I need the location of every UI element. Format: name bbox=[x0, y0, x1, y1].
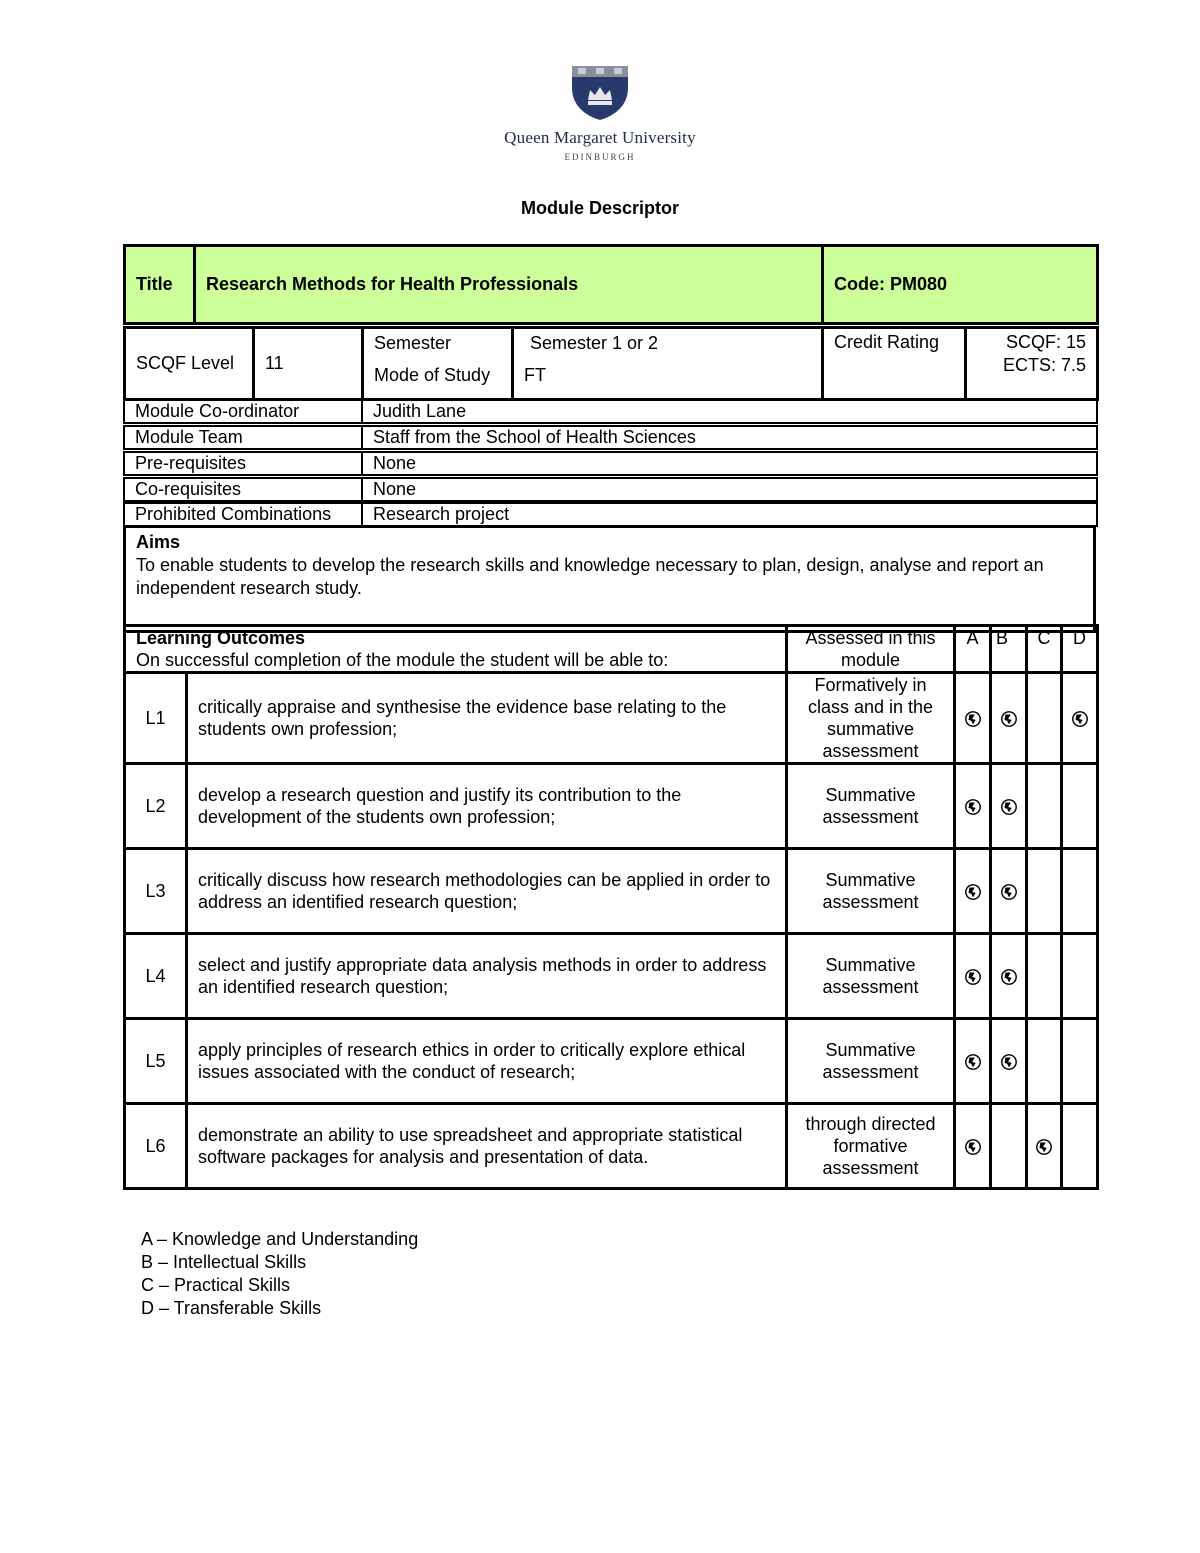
learning-outcome-row bbox=[125, 1104, 1098, 1189]
detail-row-prohibited bbox=[123, 502, 1098, 527]
outcome-mark-b bbox=[991, 764, 1027, 849]
outcome-mark-c bbox=[1027, 934, 1062, 1019]
detail-row-corequisites bbox=[123, 477, 1098, 502]
outcome-mark-c bbox=[1027, 764, 1062, 849]
title-table bbox=[123, 244, 1099, 325]
column-a-header: A bbox=[955, 626, 991, 673]
outcome-text: develop a research question and justify its contribution to the development of the students own profession; bbox=[187, 764, 787, 849]
prohibited-value: Research project bbox=[362, 503, 1097, 526]
outcome-mark-d bbox=[1062, 934, 1098, 1019]
title-label: Title bbox=[125, 246, 195, 324]
aims-table bbox=[123, 525, 1096, 633]
outcome-mark-b bbox=[991, 849, 1027, 934]
column-d-header: D bbox=[1062, 626, 1098, 673]
module-code: Code: PM080 bbox=[823, 246, 1098, 324]
skill-check-icon bbox=[964, 966, 982, 986]
skill-check-icon bbox=[1071, 708, 1089, 728]
outcome-mark-c bbox=[1027, 849, 1062, 934]
scqf-table bbox=[123, 326, 1099, 401]
credit-scqf: SCQF: 15 bbox=[1005, 332, 1086, 352]
outcome-mark-a bbox=[955, 1104, 991, 1189]
outcome-mark-d bbox=[1062, 1104, 1098, 1189]
team-value: Staff from the School of Health Sciences bbox=[362, 426, 1097, 449]
outcome-mark-b bbox=[991, 673, 1027, 764]
outcome-mark-d bbox=[1062, 849, 1098, 934]
semester-label: Semester bbox=[374, 333, 452, 353]
skill-check-icon bbox=[964, 1051, 982, 1071]
outcome-mark-d bbox=[1062, 673, 1098, 764]
aims-label: Aims bbox=[136, 532, 181, 552]
university-name: Queen Margaret University bbox=[504, 128, 696, 147]
outcome-id: L5 bbox=[125, 1019, 187, 1104]
mode-label: Mode of Study bbox=[374, 365, 491, 385]
outcome-assessment: Summative assessment bbox=[787, 934, 955, 1019]
outcome-id: L3 bbox=[125, 849, 187, 934]
skill-check-icon bbox=[1035, 1136, 1053, 1156]
credit-ects: ECTS: 7.5 bbox=[1002, 355, 1086, 375]
outcome-mark-d bbox=[1062, 1019, 1098, 1104]
outcome-mark-a bbox=[955, 1019, 991, 1104]
detail-row-coordinator bbox=[123, 399, 1098, 424]
learning-outcomes-intro: On successful completion of the module the student will be able to: bbox=[136, 650, 669, 670]
outcome-id: L4 bbox=[125, 934, 187, 1019]
column-c-header: C bbox=[1027, 626, 1062, 673]
team-label: Module Team bbox=[124, 426, 362, 449]
outcome-id: L6 bbox=[125, 1104, 187, 1189]
university-city: EDINBURGH bbox=[564, 152, 636, 162]
mode-value: FT bbox=[524, 365, 546, 385]
outcome-mark-b bbox=[991, 1019, 1027, 1104]
skill-check-icon bbox=[964, 881, 982, 901]
legend-item-d: D – Transferable Skills bbox=[141, 1298, 322, 1318]
outcome-mark-b bbox=[991, 1104, 1027, 1189]
outcome-text: critically appraise and synthesise the evidence base relating to the students own profession; bbox=[187, 673, 787, 764]
skill-check-icon bbox=[964, 1136, 982, 1156]
legend-item-a: A – Knowledge and Understanding bbox=[141, 1229, 419, 1249]
outcome-mark-b bbox=[991, 934, 1027, 1019]
outcome-assessment: Summative assessment bbox=[787, 1019, 955, 1104]
university-logo bbox=[500, 62, 700, 182]
prohibited-label: Prohibited Combinations bbox=[124, 503, 362, 526]
corequisites-value: None bbox=[362, 478, 1097, 501]
outcome-id: L2 bbox=[125, 764, 187, 849]
outcome-mark-a bbox=[955, 673, 991, 764]
outcome-mark-c bbox=[1027, 1104, 1062, 1189]
outcome-assessment: Formatively in class and in the summative assessment bbox=[787, 673, 955, 764]
outcome-assessment: Summative assessment bbox=[787, 849, 955, 934]
learning-outcome-row bbox=[125, 673, 1098, 764]
outcome-id: L1 bbox=[125, 673, 187, 764]
assessed-header: Assessed in this module bbox=[787, 626, 955, 673]
skill-check-icon bbox=[964, 708, 982, 728]
learning-outcomes-label: Learning Outcomes bbox=[136, 628, 306, 648]
detail-row-prerequisites bbox=[123, 451, 1098, 476]
learning-outcome-row bbox=[125, 849, 1098, 934]
outcome-mark-a bbox=[955, 934, 991, 1019]
aims-text: To enable students to develop the research skills and knowledge necessary to plan, design, analyse and report an independent research study. bbox=[136, 555, 1044, 598]
credit-label: Credit Rating bbox=[823, 328, 966, 400]
prerequisites-value: None bbox=[362, 452, 1097, 475]
coordinator-value: Judith Lane bbox=[362, 400, 1097, 423]
outcome-text: critically discuss how research methodologies can be applied in order to address an identified research question; bbox=[187, 849, 787, 934]
outcome-mark-c bbox=[1027, 1019, 1062, 1104]
outcome-text: demonstrate an ability to use spreadsheet and appropriate statistical software packages for analysis and presentation of data. bbox=[187, 1104, 787, 1189]
scqf-level-label: SCQF Level bbox=[125, 328, 254, 400]
detail-row-team bbox=[123, 425, 1098, 450]
scqf-level-value: 11 bbox=[254, 328, 363, 400]
skill-check-icon bbox=[1000, 966, 1018, 986]
outcome-mark-a bbox=[955, 764, 991, 849]
corequisites-label: Co-requisites bbox=[124, 478, 362, 501]
legend-item-c: C – Practical Skills bbox=[141, 1275, 291, 1295]
outcome-mark-a bbox=[955, 849, 991, 934]
crest-icon bbox=[568, 62, 632, 122]
learning-outcome-row bbox=[125, 764, 1098, 849]
page-title: Module Descriptor bbox=[520, 198, 680, 218]
outcome-text: select and justify appropriate data analysis methods in order to address an identified research question; bbox=[187, 934, 787, 1019]
outcome-text: apply principles of research ethics in order to critically explore ethical issues associated with the conduct of research; bbox=[187, 1019, 787, 1104]
learning-outcome-row bbox=[125, 934, 1098, 1019]
skill-check-icon bbox=[1000, 881, 1018, 901]
coordinator-label: Module Co-ordinator bbox=[124, 400, 362, 423]
skill-check-icon bbox=[1000, 708, 1018, 728]
column-b-header: B bbox=[991, 626, 1027, 673]
semester-value: Semester 1 or 2 bbox=[530, 333, 659, 353]
legend-item-b: B – Intellectual Skills bbox=[141, 1252, 307, 1272]
outcome-mark-c bbox=[1027, 673, 1062, 764]
skill-check-icon bbox=[964, 796, 982, 816]
module-title: Research Methods for Health Professionals bbox=[195, 246, 823, 324]
skill-check-icon bbox=[1000, 796, 1018, 816]
outcome-mark-d bbox=[1062, 764, 1098, 849]
outcome-assessment: Summative assessment bbox=[787, 764, 955, 849]
skills-legend bbox=[141, 1228, 418, 1320]
prerequisites-label: Pre-requisites bbox=[124, 452, 362, 475]
learning-outcomes-table bbox=[123, 624, 1099, 1190]
learning-outcome-row bbox=[125, 1019, 1098, 1104]
outcome-assessment: through directed formative assessment bbox=[787, 1104, 955, 1189]
skill-check-icon bbox=[1000, 1051, 1018, 1071]
